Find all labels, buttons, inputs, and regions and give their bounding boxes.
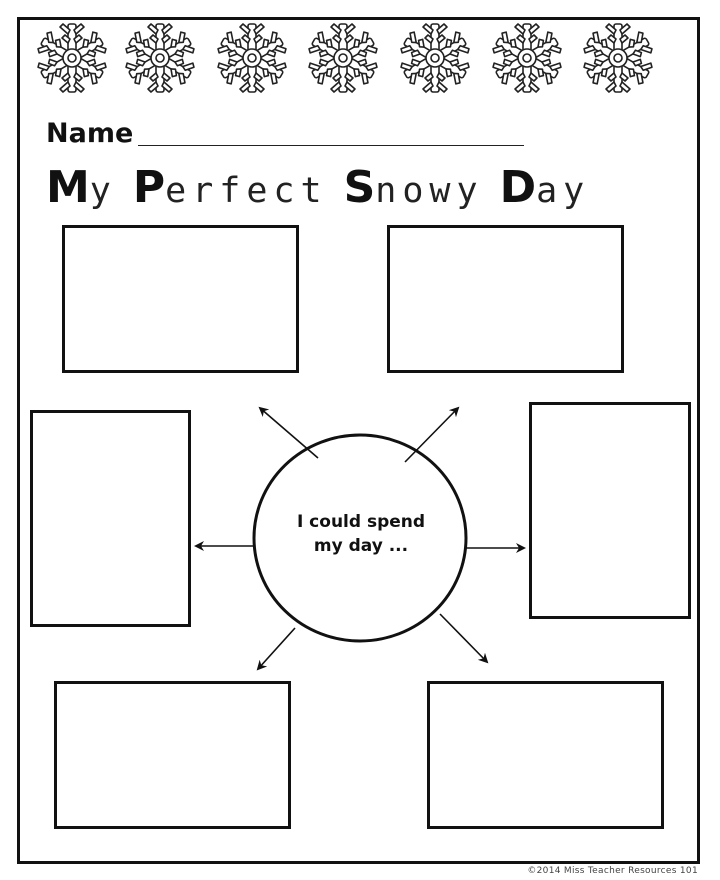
arrow-top-right — [405, 408, 458, 462]
title-rest-ay: ay — [536, 171, 591, 211]
title-cap-d: D — [499, 162, 537, 213]
title-rest-erfect: erfect — [165, 171, 328, 211]
title-cap-m: M — [46, 162, 90, 213]
arrow-bottom-right — [440, 614, 487, 662]
center-prompt — [256, 510, 466, 558]
copyright-text: ©2014 Miss Teacher Resources 101 — [527, 866, 698, 876]
title-cap-s: S — [343, 162, 376, 213]
title-cap-p: P — [132, 162, 166, 213]
arrow-bottom-left — [258, 628, 295, 669]
title-rest-nowy: nowy — [375, 171, 484, 211]
center-prompt-line-2: my day ... — [313, 536, 409, 556]
center-prompt-line-1: I could spend — [296, 512, 426, 532]
arrow-top-left — [260, 408, 318, 458]
title-rest-y: y — [89, 171, 117, 211]
name-label: Name — [46, 118, 134, 149]
